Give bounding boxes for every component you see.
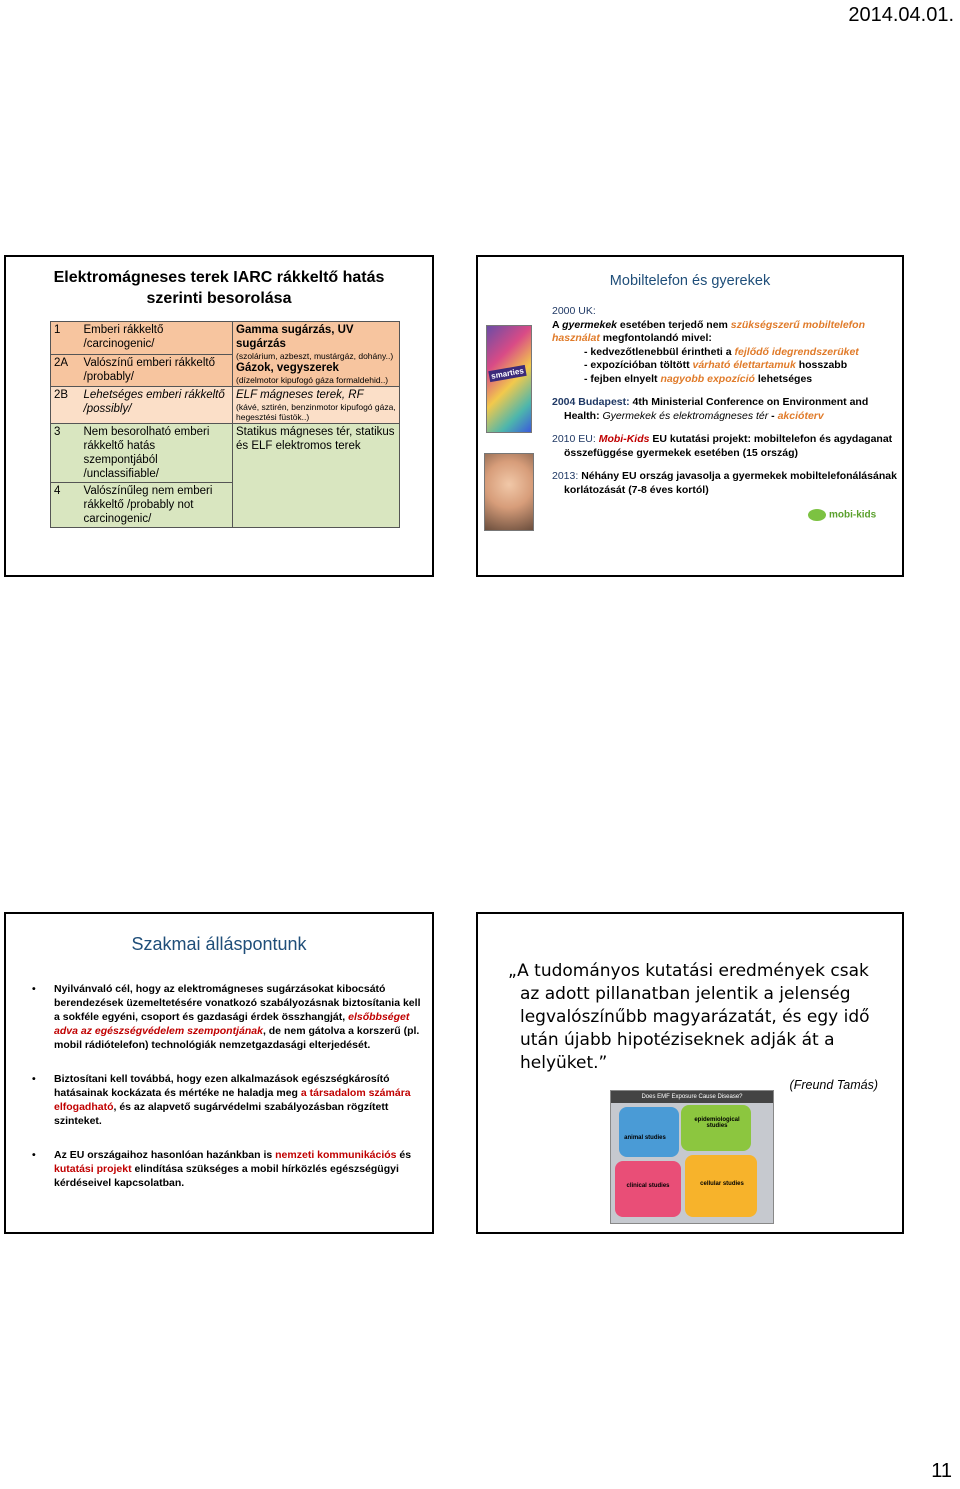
slide-quote bbox=[476, 912, 904, 1234]
group2b-examples: ELF mágneses terek, RF (kávé, sztirén, benzinmotor kipufogó gáza, hegesztési füstök..) bbox=[233, 387, 400, 424]
slide-iarc-classification bbox=[4, 255, 434, 577]
list-item: - fejben elnyelt nagyobb expozíció lehetséges bbox=[584, 372, 813, 385]
slide-professional-position bbox=[4, 912, 434, 1234]
header-date: 2014.04.01. bbox=[848, 4, 954, 26]
puzzle-label: cellular studies bbox=[700, 1181, 744, 1187]
puzzle-label: epidemiological studies bbox=[694, 1117, 740, 1129]
puzzle-label: clinical studies bbox=[626, 1183, 670, 1189]
item-2010: 2010 EU: Mobi-Kids EU kutatási projekt: mobiltelefon és agydaganat összefüggése gyermekek esetében (15 ország) bbox=[552, 433, 893, 459]
position-list bbox=[32, 982, 427, 1210]
list-item: • Az EU országaihoz hasonlóan hazánkban is nemzeti kommunikációs és kutatási projekt elindítása szükséges a mobil hírközlés egészségügyi kérdéseivel kapcsolatban. bbox=[32, 1148, 427, 1190]
item-2013: 2013: Néhány EU ország javasolja a gyermekek mobiltelefonálásának korlátozását (7-8 éves kortól) bbox=[552, 470, 897, 496]
quote-text: „A tudományos kutatási eredmények csak az adott pillanatban jelentik a jelenség legvalószínűbb magyarázatát, és egy idő után újabb hipotéziseknek adják át a helyüket.” bbox=[508, 961, 870, 1073]
table-row: 3 Nem besorolható emberi rákkeltő hatás szempontjából /unclassifiable/ Statikus mágneses tér, statikus és ELF elektromos terek bbox=[51, 424, 400, 483]
quote-author: (Freund Tamás) bbox=[789, 1078, 878, 1092]
mobi-kids-logo: mobi-kids bbox=[808, 509, 876, 521]
page-number: 11 bbox=[931, 1460, 952, 1482]
puzzle-label: animal studies bbox=[624, 1135, 666, 1141]
iarc-table bbox=[50, 321, 400, 528]
item-2004: 2004 Budapest: 4th Ministerial Conference on Environment and Health: Gyermekek és elektromágneses tér - akcióterv bbox=[552, 396, 869, 422]
table-row: 4 Valószínűleg nem emberi rákkeltő /probably not carcinogenic/ bbox=[51, 483, 400, 528]
list-item: • Biztosítani kell továbbá, hogy ezen alkalmazások egészségkárosító hatásainak kockázata és mértéke ne haladja meg a társadalom számára elfogadható, és az alapvető sugárvédelmi szabályozásban rögzített szinteket. bbox=[32, 1072, 427, 1128]
table-row: 1 Emberi rákkeltő /carcinogenic/ Gamma sugárzás, UV sugárzás (szolárium, azbeszt, mustárgáz, dohány..) Gázok, vegyszerek (dízelmotor kipufogó gáza formaldehid..) bbox=[51, 322, 400, 355]
list-item: • Nyilvánvaló cél, hogy az elektromágneses sugárzásokat kibocsátó berendezések üzemeltetésére vonatkozó szabályozásnak biztosítania kell a sokféle egyéni, csoport és gazdasági érdek összhangját, elsőbbséget adva az egészségvédelem szempontjának, de nem gátolva a korszerű (pl. mobil rádiótelefon) technológiák nemzetgazdasági elterjedését. bbox=[32, 982, 427, 1052]
baby-with-phone-photo bbox=[484, 453, 534, 531]
group1-2a-examples: Gamma sugárzás, UV sugárzás (szolárium, azbeszt, mustárgáz, dohány..) Gázok, vegyszerek (dízelmotor kipufogó gáza formaldehid..) bbox=[233, 322, 400, 387]
table-row: 2B Lehetséges emberi rákkeltő /possibly/ ELF mágneses terek, RF (kávé, sztirén, benzinmotor kipufogó gáza, hegesztési füstök..) bbox=[51, 387, 400, 424]
list-item: - kedvezőtlenebbül érintheti a fejlődő idegrendszerüket bbox=[584, 345, 859, 358]
puzzle-illustration: Does EMF Exposure Cause Disease? epidemiological studies animal studies clinical studies cellular studies bbox=[610, 1090, 774, 1224]
slide-mobile-children: Mobiltelefon és gyerekek smarties 2000 UK: A gyermekek esetében terjedő nem szükségszerű mobiltelefon használat megfontolandó mivel: - kedvezőtlenebbül érintheti a fejlődő idegrendszerüket - expozícióban töltött várható élettartamuk hosszabb - fejben elnyelt nagyobb expozíció lehetséges 2004 Budapest: 4th Ministerial Conference on Environment and Health: Gyermekek és elektromágneses tér - akcióterv 2010 EU: Mobi-Kids EU kutatási projekt: mobiltelefon és agydaganat összefüggése gyermekek esetében (15 ország) 2013: Néhány EU ország javasolja a gyermekek mobiltelefonálásának korlátozását (7-8 éves kortól) mobi-kids bbox=[476, 255, 904, 577]
candy-photo: smarties bbox=[486, 325, 532, 433]
slide-title: Elektromágneses terek IARC rákkeltő hatás szerinti besorolása bbox=[53, 269, 385, 307]
slide-title: Szakmai álláspontunk bbox=[131, 934, 307, 954]
group3-4-examples: Statikus mágneses tér, statikus és ELF elektromos terek bbox=[233, 424, 400, 528]
list-item: - expozícióban töltött várható élettartamuk hosszabb bbox=[584, 359, 848, 371]
table-row: 2A Valószínű emberi rákkeltő /probably/ bbox=[51, 354, 400, 387]
slide-title: Mobiltelefon és gyerekek bbox=[609, 273, 771, 289]
